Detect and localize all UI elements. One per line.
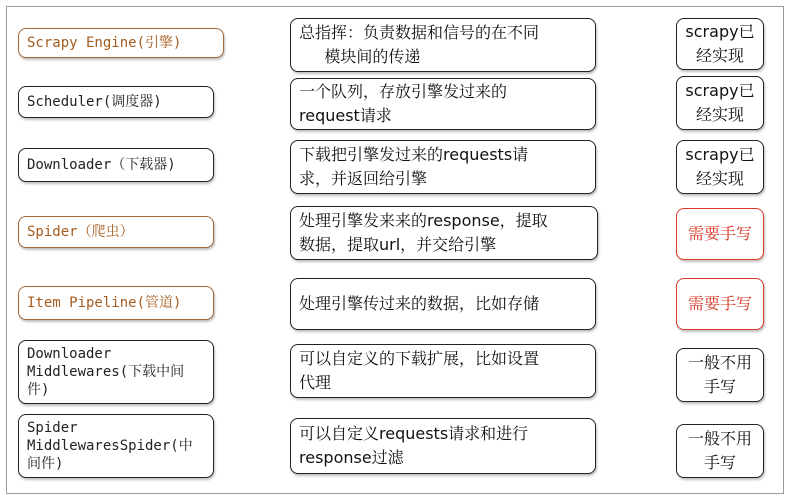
description-scheduler: 一个队列，存放引擎发过来的 request请求 [290, 78, 596, 130]
component-spider-middlewares: Spider MiddlewaresSpider(中 间件) [18, 414, 214, 478]
description-spider-middlewares: 可以自定义requests请求和进行 response过滤 [290, 418, 596, 474]
status-item-pipeline: 需要手写 [676, 278, 764, 330]
description-item-pipeline: 处理引擎传过来的数据，比如存储 [290, 278, 596, 330]
status-downloader-middlewares: 一般不用 手写 [676, 348, 764, 402]
description-downloader-middlewares: 可以自定义的下载扩展，比如设置 代理 [290, 344, 596, 398]
status-downloader: scrapy已 经实现 [676, 140, 764, 194]
component-spider: Spider（爬虫） [18, 216, 214, 248]
status-spider-middlewares: 一般不用 手写 [676, 424, 764, 478]
status-scrapy-engine: scrapy已 经实现 [676, 18, 764, 70]
description-spider: 处理引擎发来来的response，提取 数据，提取url，并交给引擎 [290, 206, 598, 260]
description-downloader: 下载把引擎发过来的requests请 求，并返回给引擎 [290, 140, 596, 194]
description-scrapy-engine: 总指挥：负责数据和信号的在不同 模块间的传递 [290, 18, 596, 72]
status-spider: 需要手写 [676, 208, 764, 260]
component-scrapy-engine: Scrapy Engine(引擎) [18, 28, 224, 58]
component-downloader: Downloader（下载器) [18, 148, 214, 182]
component-downloader-middlewares: Downloader Middlewares(下载中间 件) [18, 340, 214, 404]
status-scheduler: scrapy已 经实现 [676, 76, 764, 130]
component-scheduler: Scheduler(调度器) [18, 86, 214, 118]
component-item-pipeline: Item Pipeline(管道) [18, 286, 214, 320]
